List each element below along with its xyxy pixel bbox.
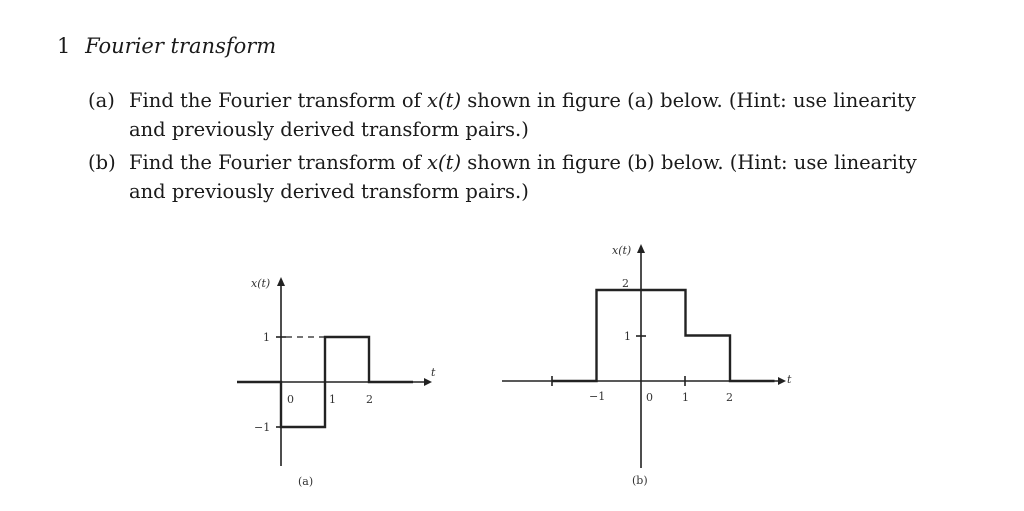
- figure-a: [237, 277, 436, 488]
- x-axis-arrow-icon: [424, 378, 432, 386]
- y-axis-label: x(t): [251, 277, 271, 290]
- y-tick-label: 2: [622, 277, 629, 290]
- y-axis-arrow-icon: [637, 244, 645, 253]
- y-axis-arrow-icon: [277, 277, 285, 286]
- problem-text-line2: and previously derived transform pairs.): [129, 180, 529, 203]
- y-tick-label: 1: [624, 330, 631, 343]
- x-tick-label: 1: [329, 393, 336, 406]
- problem-text: Find the Fourier transform of: [129, 151, 427, 174]
- section-number: 1: [57, 34, 71, 58]
- signal-b-waveform: [552, 290, 775, 381]
- y-tick-label: −1: [254, 421, 271, 434]
- signal-a-waveform: [237, 337, 413, 427]
- x-tick-label: 1: [682, 391, 689, 404]
- problem-label: (a): [88, 89, 115, 112]
- signal-variable: x(t): [427, 151, 462, 174]
- x-tick-label: 2: [366, 393, 373, 406]
- y-tick-label: 1: [263, 331, 270, 344]
- x-axis-arrow-icon: [778, 377, 786, 385]
- x-tick-label: 0: [646, 391, 653, 404]
- figure-caption: (b): [632, 474, 648, 487]
- figure-caption: (a): [298, 475, 314, 488]
- signal-variable: x(t): [427, 89, 462, 112]
- problem-text: Find the Fourier transform of: [129, 89, 427, 112]
- section-title: Fourier transform: [85, 34, 277, 58]
- figure-b: [502, 244, 792, 487]
- problem-text-cont: shown in figure (b) below. (Hint: use linearity: [461, 151, 917, 174]
- x-axis-label: t: [787, 373, 792, 386]
- problem-text-cont: shown in figure (a) below. (Hint: use linearity: [461, 89, 916, 112]
- x-tick-label: 0: [287, 393, 294, 406]
- x-tick-label: 2: [726, 391, 733, 404]
- x-axis-label: t: [431, 366, 436, 379]
- problem-text-line2: and previously derived transform pairs.): [129, 118, 529, 141]
- problem-label: (b): [88, 151, 116, 174]
- x-tick-label: −1: [589, 390, 606, 403]
- y-axis-label: x(t): [612, 244, 632, 257]
